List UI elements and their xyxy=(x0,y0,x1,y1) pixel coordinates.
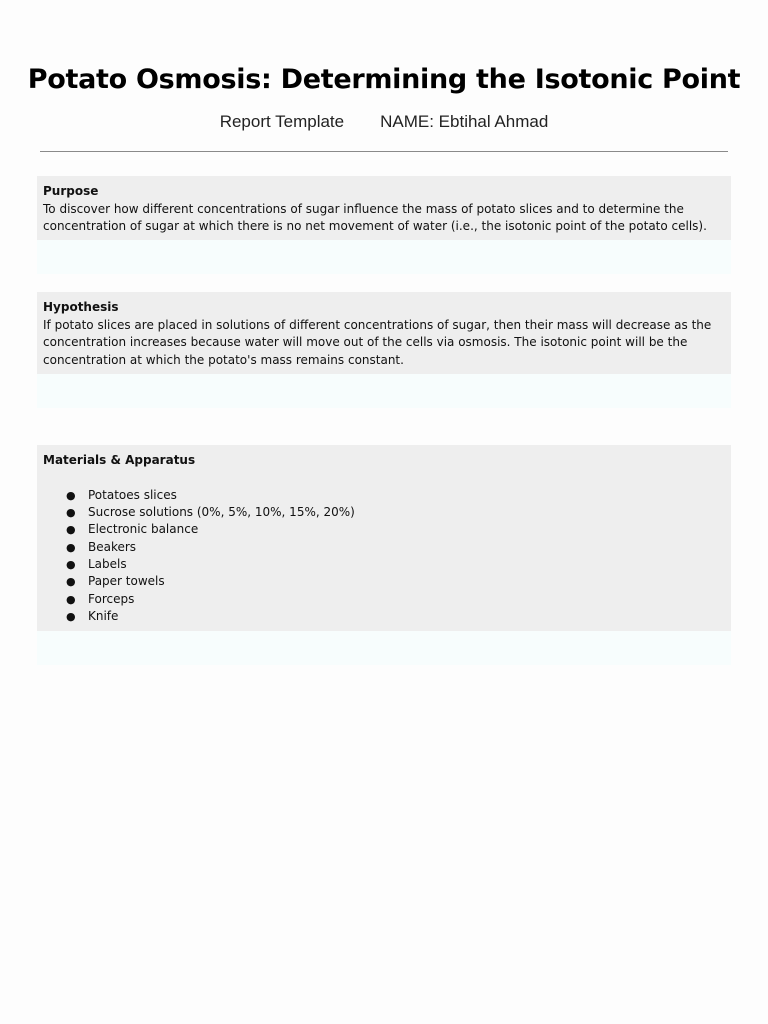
list-item: ● Paper towels xyxy=(43,573,725,590)
materials-section xyxy=(37,445,731,631)
bullet-icon: ● xyxy=(66,592,76,606)
list-item: ● Beakers xyxy=(43,539,725,556)
purpose-response-area[interactable] xyxy=(37,240,731,274)
bullet-icon: ● xyxy=(66,523,76,537)
bullet-icon: ● xyxy=(66,505,76,519)
bullet-icon: ● xyxy=(66,540,76,554)
list-item: ● Labels xyxy=(43,556,725,573)
list-item: ● Knife xyxy=(43,608,725,625)
bullet-icon: ● xyxy=(66,575,76,589)
page-subtitle xyxy=(0,112,768,132)
materials-heading: Materials & Apparatus xyxy=(43,453,196,467)
list-item: ● Potatoes slices xyxy=(43,487,725,504)
report-template-label: Report Template xyxy=(219,112,345,131)
bullet-icon: ● xyxy=(66,610,76,624)
list-item: ● Forceps xyxy=(43,591,725,608)
purpose-heading: Purpose xyxy=(43,184,99,198)
hypothesis-section xyxy=(37,292,731,374)
list-item: ● Electronic balance xyxy=(43,521,725,538)
student-name: NAME: Ebtihal Ahmad xyxy=(380,112,549,131)
hypothesis-text: If potato slices are placed in solutions of different concentrations of sugar, then their mass will decrease as the concentration increases because water will move out of the cells via osmosis. The isotonic point will be the concentration at which the potato's mass remains constant. xyxy=(43,317,712,367)
materials-list xyxy=(43,487,725,626)
hypothesis-heading: Hypothesis xyxy=(43,300,119,314)
bullet-icon: ● xyxy=(66,488,76,502)
materials-response-area[interactable] xyxy=(37,631,731,665)
hypothesis-response-area[interactable] xyxy=(37,374,731,408)
bullet-icon: ● xyxy=(66,558,76,572)
page-title: Potato Osmosis: Determining the Isotonic Point xyxy=(27,64,741,95)
purpose-section xyxy=(37,176,731,240)
list-item: ● Sucrose solutions (0%, 5%, 10%, 15%, 20%) xyxy=(43,504,725,521)
header-divider xyxy=(40,151,728,152)
purpose-text: To discover how different concentrations of sugar influence the mass of potato slices and to determine the concentration of sugar at which there is no net movement of water (i.e., the isotonic point of the potato cells). xyxy=(43,201,707,233)
